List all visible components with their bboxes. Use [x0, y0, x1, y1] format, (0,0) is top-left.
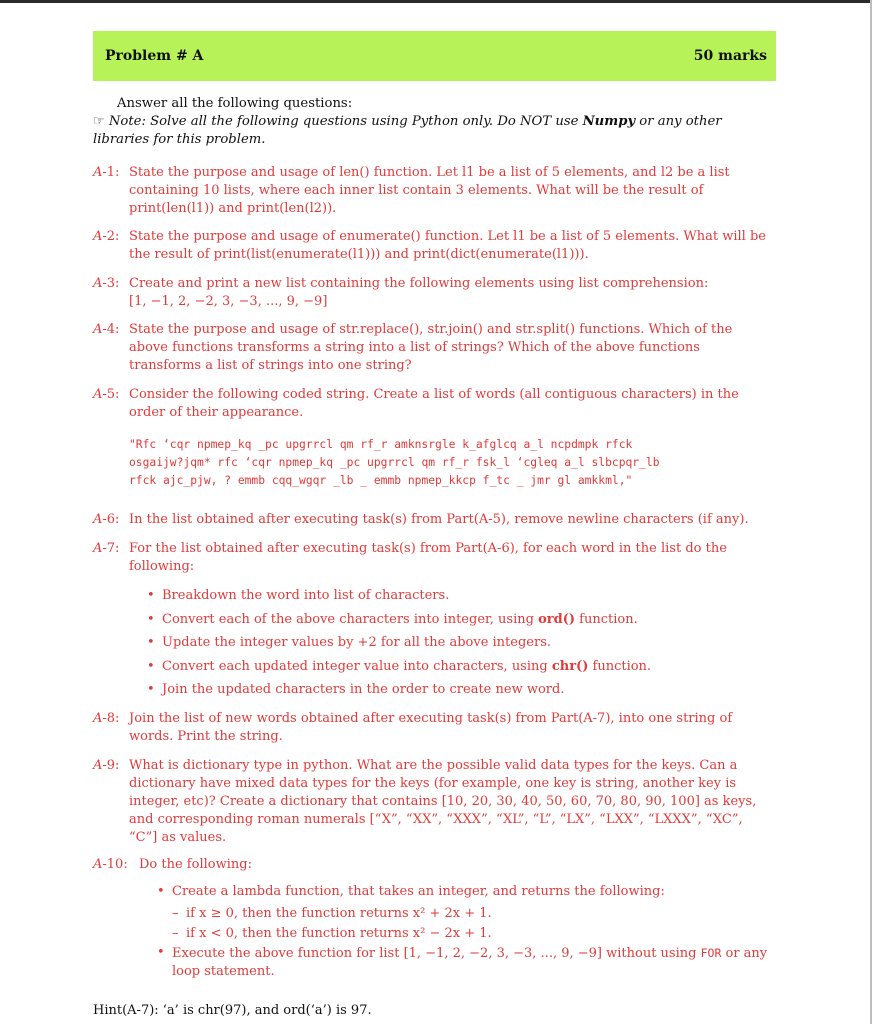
- instructions: [93, 95, 773, 149]
- task-text: Consider the following coded string. Create a list of words (all contiguous characters) in the order of their appearance.: [129, 387, 739, 420]
- task-label: A-8:: [93, 711, 120, 726]
- note-prefix: Note: Solve all the following questions using Python only. Do NOT use: [108, 114, 583, 129]
- task-label: A-6:: [93, 512, 120, 527]
- task-a7: [93, 540, 773, 702]
- list-item: • Join the updated characters in the order to create new word.: [147, 678, 773, 702]
- condition-item: – if x < 0, then the function returns x² − 2x + 1.: [172, 924, 773, 944]
- task-label: A-10:: [93, 857, 128, 872]
- task-text: In the list obtained after executing task(s) from Part(A-5), remove newline characters (if any).: [129, 512, 749, 527]
- task-text: Create and print a new list containing the following elements using list comprehension:: [129, 276, 709, 291]
- code-line: rfck ajc_pjw, ? emmb cqq_wgqr _lb _ emmb npmep_kkcp f_tc _ jmr gl amkkml,": [129, 474, 633, 487]
- note-bold: Numpy: [582, 114, 636, 129]
- hint: Hint(A-7): ‘a’ is chr(97), and ord(‘a’) is 97.: [93, 1003, 372, 1018]
- task-text: State the purpose and usage of str.replace(), str.join() and str.split() functions. Which of the above functions transforms a string into a list of strings? Which of the above functions transforms a list of strings into one string?: [129, 322, 733, 373]
- task-text: Join the list of new words obtained after executing task(s) from Part(A-7), into one string of words. Print the string.: [129, 711, 733, 744]
- sequence: [1, −1, 2, −2, 3, −3, ..., 9, −9]: [129, 294, 328, 309]
- list-item: • Execute the above function for list [1, −1, 2, −2, 3, −3, ..., 9, −9] without using FOR or any loop statement.: [157, 944, 773, 981]
- task-label: A-4:: [93, 322, 120, 337]
- step-list: [139, 880, 773, 981]
- task-label: A-5:: [93, 387, 120, 402]
- step-list: [129, 584, 773, 702]
- list-item: • Convert each of the above characters into integer, using ord() function.: [147, 608, 773, 632]
- pointing-hand-icon: ☞: [93, 114, 105, 129]
- task-a3: [93, 275, 773, 311]
- task-text: For the list obtained after executing task(s) from Part(A-6), for each word in the list do the following:: [129, 541, 727, 574]
- task-a9: [93, 757, 773, 847]
- list-item: • Create a lambda function, that takes an integer, and returns the following: – if x ≥ 0, then the function returns x² + 2x + 1. – if x < 0, then the function returns x² − 2x + 1.: [157, 880, 773, 944]
- task-text: What is dictionary type in python. What are the possible valid data types for the keys. Can a dictionary have mixed data types for the keys (for example, one key is string, another key is integer, etc)? Create a dictionary that contains [10, 20, 30, 40, 50, 60, 70, 80, 90, 100] as keys, and corresponding roman numerals [“X”, “XX”, “XXX”, “XL”, “L”, “LX”, “LXX”, “LXXX”, “XC”, “C”] as values.: [129, 758, 757, 845]
- problem-banner: [93, 31, 776, 81]
- task-a5: [93, 386, 773, 490]
- task-text: State the purpose and usage of len() function. Let l1 be a list of 5 elements, and l2 be a list containing 10 lists, where each inner list contain 3 elements. What will be the result of print(len(l1)) and print(len(l2)).: [129, 165, 730, 216]
- task-a6: [93, 511, 773, 529]
- task-a1: [93, 164, 773, 218]
- task-text: State the purpose and usage of enumerate() function. Let l1 be a list of 5 elements. What will be the result of print(list(enumerate(l1))) and print(dict(enumerate(l1))).: [129, 229, 766, 262]
- task-label: A-1:: [93, 165, 120, 180]
- problem-marks: 50 marks: [693, 48, 767, 64]
- task-a4: [93, 321, 773, 375]
- coded-string: [129, 436, 773, 490]
- instructions-heading: Answer all the following questions:: [117, 96, 353, 111]
- task-label: A-7:: [93, 541, 120, 556]
- list-item: • Update the integer values by +2 for all the above integers.: [147, 631, 773, 655]
- condition-item: – if x ≥ 0, then the function returns x² + 2x + 1.: [172, 904, 773, 924]
- task-a10: [93, 856, 773, 981]
- task-label: A-3:: [93, 276, 120, 291]
- task-a8: [93, 710, 773, 746]
- code-line: osgaijw?jqm* rfc ‘cqr npmep_kq _pc upgrrcl qm rf_r fsk_l ‘cgleq a_l slbcpqr_lb: [129, 456, 660, 469]
- note: [93, 113, 773, 149]
- list-item: • Breakdown the word into list of characters.: [147, 584, 773, 608]
- list-item: • Convert each updated integer value into characters, using chr() function.: [147, 655, 773, 679]
- task-a2: [93, 228, 773, 264]
- task-label: A-2:: [93, 229, 120, 244]
- note-suffix: or any other libraries for this problem.: [93, 114, 722, 147]
- problem-title: Problem # A: [105, 48, 204, 64]
- task-text: Do the following:: [139, 857, 252, 872]
- condition-list: [172, 904, 773, 944]
- task-label: A-9:: [93, 758, 120, 773]
- top-border: [0, 0, 872, 3]
- code-line: "Rfc ‘cqr npmep_kq _pc upgrrcl qm rf_r amknsrgle k_afglcq a_l ncpdmpk rfck: [129, 438, 633, 451]
